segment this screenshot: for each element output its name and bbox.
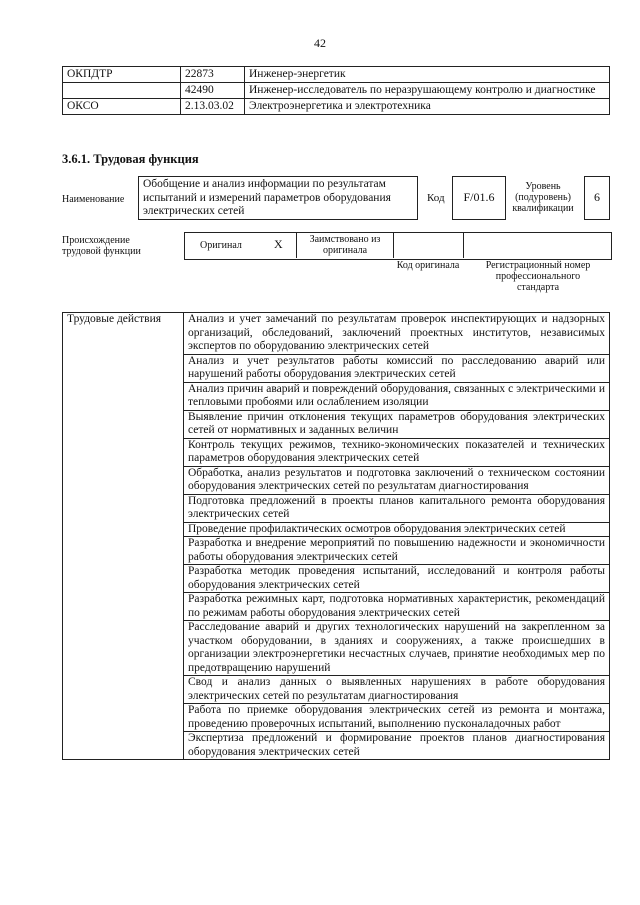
labor-action-item: Свод и анализ данных о выявленных нарушениях в работе оборудования электрических сетей по результатам диагностирования <box>184 676 610 704</box>
code-title-cell: Электроэнергетика и электротехника <box>245 99 610 115</box>
origin-code-label: Код оригинала <box>396 260 460 271</box>
divider <box>463 232 464 258</box>
code-cell: 22873 <box>181 67 245 83</box>
code-cell: 42490 <box>181 83 245 99</box>
origin-label: Происхождение трудовой функции <box>62 235 141 257</box>
original-mark: X <box>274 237 283 251</box>
name-label: Наименование <box>62 194 125 205</box>
level-label: Уровень (подуровень) квалификации <box>512 181 574 214</box>
divider <box>296 232 297 258</box>
level-value-box: 6 <box>584 176 610 220</box>
labor-action-item: Расследование аварий и других технологических нарушений на закрепленном за участком оборудовании, в зданиях и сооружениях, а также происшедших в организации электроэнергетики несчастных случаев, принятие необходимых мер по предотвращению нарушений <box>184 621 610 676</box>
code-title-cell: Инженер-энергетик <box>245 67 610 83</box>
divider <box>393 232 394 258</box>
labor-action-item: Разработка методик проведения испытаний, исследований и контроля работы оборудования электрических сетей <box>184 565 610 593</box>
labor-action-item: Анализ и учет результатов работы комиссий по расследованию аварий или нарушений работы оборудования электрических сетей <box>184 354 610 382</box>
code-type-cell <box>63 83 181 99</box>
labor-action-item: Разработка и внедрение мероприятий по повышению надежности и экономичности работы оборудования электрических сетей <box>184 537 610 565</box>
table-row <box>63 67 610 83</box>
section-title: 3.6.1. Трудовая функция <box>62 152 199 166</box>
classifier-codes-table <box>62 66 610 115</box>
code-type-cell: ОКПДТР <box>63 67 181 83</box>
labor-action-item: Контроль текущих режимов, технико-экономических показателей и технических параметров оборудования электрических сетей <box>184 438 610 466</box>
original-label: Оригинал <box>200 240 242 251</box>
table-row <box>63 83 610 99</box>
code-title-cell: Инженер-исследователь по неразрушающему контролю и диагностике <box>245 83 610 99</box>
reg-number-label: Регистрационный номер профессионального стандарта <box>485 260 591 293</box>
labor-action-item: Разработка режимных карт, подготовка нормативных характеристик, рекомендаций по режимам работы оборудования электрических сетей <box>184 593 610 621</box>
code-type-cell: ОКСО <box>63 99 181 115</box>
labor-action-item: Проведение профилактических осмотров оборудования электрических сетей <box>184 522 610 537</box>
code-cell: 2.13.03.02 <box>181 99 245 115</box>
table-row <box>63 99 610 115</box>
function-code-box: F/01.6 <box>452 176 506 220</box>
labor-action-item: Анализ причин аварий и повреждений оборудования, связанных с электрическими и тепловыми пробоями или ослаблением изоляции <box>184 382 610 410</box>
borrowed-label: Заимствовано из оригинала <box>309 234 381 256</box>
labor-actions-table <box>62 312 610 760</box>
code-label: Код <box>427 192 445 204</box>
labor-action-item: Анализ и учет замечаний по результатам проверок инспектирующих и надзорных организаций, обследований, заключений проектных институтов, независимых экспертов по оборудованию электрических сетей <box>184 313 610 355</box>
labor-action-item: Обработка, анализ результатов и подготовка заключений о техническом состоянии оборудования электрических сетей по результатам диагностирования <box>184 466 610 494</box>
labor-action-item: Работа по приемке оборудования электрических сетей из ремонта и монтажа, проведению проверочных испытаний, выполнению пусконаладочных работ <box>184 704 610 732</box>
function-name-box: Обобщение и анализ информации по результатам испытаний и измерений параметров оборудования электрических сетей <box>138 176 418 220</box>
page-number: 42 <box>314 36 326 50</box>
labor-action-item: Подготовка предложений в проекты планов капитального ремонта оборудования электрических сетей <box>184 494 610 522</box>
table-row <box>63 313 610 355</box>
origin-row-box <box>184 232 612 260</box>
labor-actions-label: Трудовые действия <box>63 313 184 760</box>
labor-action-item: Выявление причин отклонения текущих параметров оборудования электрических сетей от нормативных и заданных величин <box>184 410 610 438</box>
labor-action-item: Экспертиза предложений и формирование проектов планов диагностирования оборудования электрических сетей <box>184 732 610 760</box>
